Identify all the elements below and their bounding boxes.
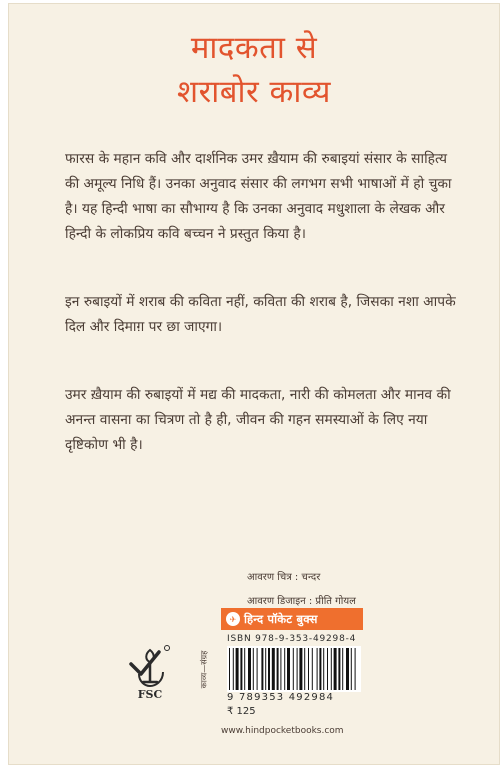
barcode-digits: 9 789353 492984 bbox=[227, 692, 335, 703]
cover-design-credit: आवरण डिजाइन : प्रीति गोयल bbox=[247, 596, 356, 607]
publisher-name: हिन्द पॉकेट बुक्स bbox=[244, 611, 318, 626]
isbn-number: ISBN 978-9-353-49298-4 bbox=[227, 634, 357, 644]
title-line-2: शराबोर काव्य bbox=[177, 74, 331, 110]
back-cover bbox=[8, 3, 500, 765]
barcode-graphic bbox=[227, 646, 361, 692]
blurb-paragraph-2: इन रुबाइयों में शराब की कविता नहीं, कविता की शराब है, जिसका नशा आपके दिल और दिमाग़ पर छा जाएगा। bbox=[65, 293, 456, 335]
fsc-logo bbox=[121, 642, 179, 704]
cover-art-credit: आवरण चित्र : चन्दर bbox=[247, 572, 321, 583]
blurb-paragraph-3: उमर ख़ैयाम की रुबाइयों में मद्य की मादकता, नारी की कोमलता और मानव की अनन्त वासना का चित्रण तो है ही, जीवन की गहन समस्याओं के लिए नया दृष्टिकोण भी है। bbox=[65, 386, 451, 453]
barcode bbox=[227, 646, 361, 692]
blurb-paragraph-1: फारस के महान कवि और दार्शनिक उमर ख़ैयाम की रुबाइयां संसार के साहित्य की अमूल्य निधि हैं। उनका अनुवाद संसार की लगभग सभी भाषाओं में हो चुका है। यह हिन्दी भाषा का सौभाग्य है कि उनका अनुवाद मधुशाला के लेखक और हिन्दी के लोकप्रिय कवि बच्चन ने प्रस्तुत किया है। bbox=[65, 150, 452, 242]
genre-label: काव्य—संग्रह bbox=[199, 650, 209, 689]
website-url: www.hindpocketbooks.com bbox=[221, 726, 344, 736]
genre-label-container bbox=[194, 644, 209, 704]
title-line-1: मादकता से bbox=[190, 30, 318, 66]
tree-checkmark-icon bbox=[121, 642, 179, 690]
publisher-band bbox=[221, 608, 363, 630]
fsc-label: FSC bbox=[137, 688, 163, 701]
publisher-logo-icon: ✈ bbox=[226, 612, 240, 626]
price: ₹ 125 bbox=[227, 706, 256, 717]
